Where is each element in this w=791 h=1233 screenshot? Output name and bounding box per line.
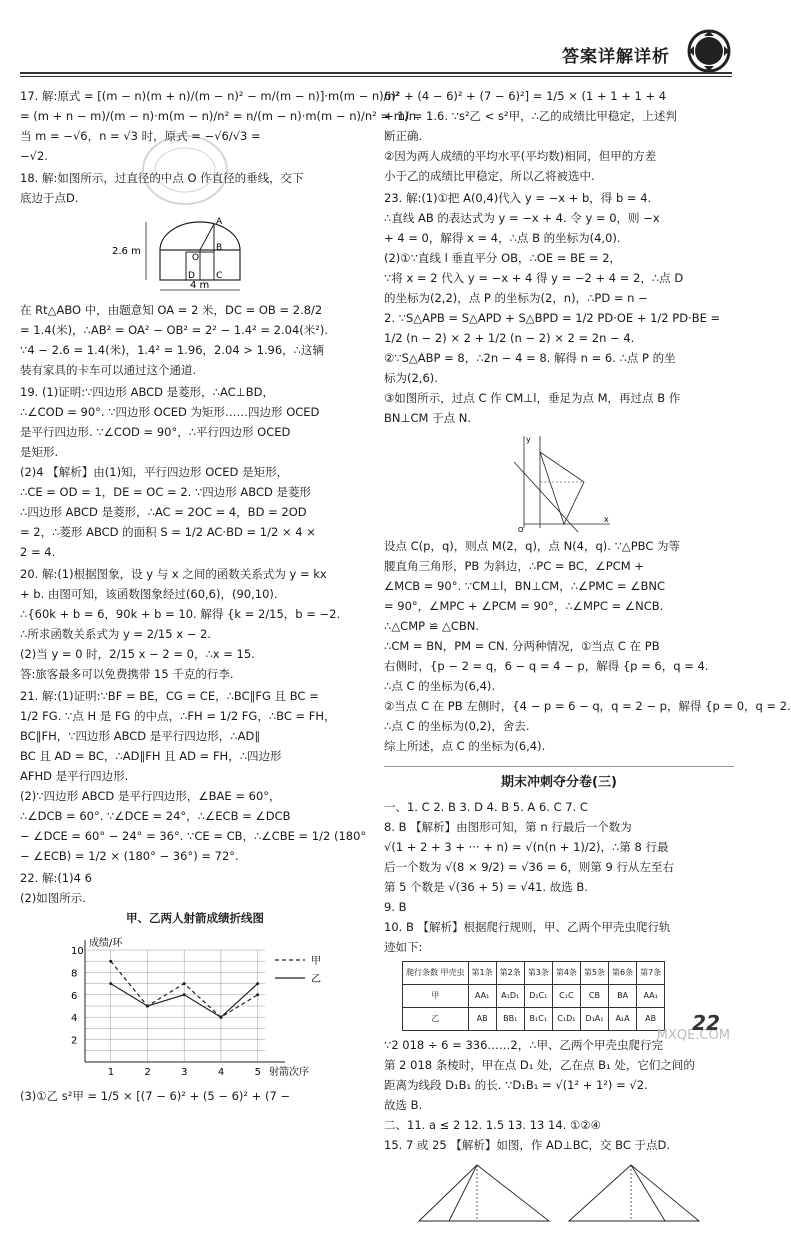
left-column — [20, 86, 420, 1108]
section-title: 期末冲刺夺分卷(三) — [384, 766, 734, 793]
svg-text:A: A — [216, 217, 223, 227]
triangles-figure — [409, 1159, 709, 1229]
y-tick-label: 4 — [71, 1013, 78, 1025]
y-tick-label: 2 — [71, 1035, 78, 1047]
coordinate-figure — [504, 432, 614, 532]
data-point — [109, 982, 112, 985]
data-point — [183, 982, 186, 985]
y-tick-label: 10 — [71, 946, 84, 957]
legend-label: 甲 — [311, 956, 321, 967]
table-row: 乙 AB BB₁ B₁C₁ C₁D₁ D₁A₁ A₁A AB — [403, 1008, 665, 1031]
svg-text:O: O — [518, 526, 524, 534]
tunnel-figure — [110, 212, 280, 296]
data-point — [256, 982, 259, 985]
problem-17: 17. 解:原式 = [(m − n)(m + n)/(m − n)² − m/(m − n)]·m(m − n)/n² = (m + n − m)/(m − n)·m(m − n)/n² = n/(m − n)·m(m − n)/n² = m/n. 当 m = −√6，n = √3 时，原式 = −√6/√3 = −√2. — [20, 89, 420, 163]
section-answers: 一、1. C 2. B 3. D 4. B 5. A 6. C 7. C 8. B 【解析】由图形可知，第 n 行最后一个数为 √(1 + 2 + 3 + ··· + n) = √(n(n + 1)/2)，∴第 8 行最 后一个数为 √(8 × 9/2) = √36 = 6，则第 9 行从左至右 第 5 个数是 √(36 + 5) = √41. 故选 B. 9. B 10. B 【解析】根据爬行规则，甲、乙两个甲壳虫爬行轨 迹如下: 爬行条数 甲壳虫 第1条 第2条 第3条 第4条 第5条 第6条 第7条 甲 AA₁ A₁D₁ D₁C₁ C₁C CB BA AA₁ 乙 AB BB₁ B₁C₁ C₁D₁ D₁A₁ A₁A AB ∵2 018 ÷ 6 = 336……2，∴甲、乙两个甲壳虫爬行完 第 2 018 条棱时，甲在点 D₁ 处，乙在点 B₁ 处，它们之间的 距离为线段 D₁B₁ 的长. ∵D₁B₁ = √(1² + 1²) = √2. 故选 B. 二、11. a ≤ 2 12. 1.5 13. 13 14. ①②④ 15. 7 或 25 【解析】如图，作 AD⊥BC，交 BC 于点D. — [384, 797, 734, 1229]
legend-label: 乙 — [311, 974, 321, 985]
problem-22: 22. 解:(1)4 6 (2)如图所示. 甲、乙两人射箭成绩折线图 2 4 6 8 10 1 2 3 4 5 成绩/环 射箭次序 甲 乙 (3)①乙 s²甲 = 1/5 × [(7 − 6)² + (5 − 6)² + (7 − — [20, 868, 370, 1106]
problem-20: 20. 解:(1)根据图象，设 y 与 x 之间的函数关系式为 y = kx + b. 由图可知，该函数图象经过(60,6)，(90,10). ∴{60k + b = 6，90k + b = 10. 解得 {k = 2/15，b = −2. ∴所求函数关系式为 y = 2/15 x − 2. (2)当 y = 0 时，2/15 x − 2 = 0，∴x = 15. 答:旅客最多可以免费携带 15 千克的行李. — [20, 567, 341, 681]
problem-22-continued: 6)² + (4 − 6)² + (7 − 6)²] = 1/5 × (1 + 1 + 1 + 4 + 1) = 1.6. ∵s²乙 < s²甲，∴乙的成绩比甲稳定，上述判 断正确. ②因为两人成绩的平均水平(平均数)相同，但甲的方差 小于乙的成绩比甲稳定，所以乙将被选中. — [384, 89, 677, 183]
chart-title: 甲、乙两人射箭成绩折线图 — [126, 911, 264, 925]
x-tick-label: 2 — [144, 1067, 151, 1078]
header-rule — [20, 72, 732, 77]
x-axis-label: 射箭次序 — [269, 1067, 309, 1078]
right-column — [384, 86, 791, 1233]
fig18-width-label: 4 m — [190, 280, 210, 291]
watermark-text: MXQE.COM — [656, 1028, 730, 1043]
x-tick-label: 3 — [181, 1067, 188, 1078]
table-row: 爬行条数 甲壳虫 第1条 第2条 第3条 第4条 第5条 第6条 第7条 — [403, 962, 665, 985]
publisher-logo-icon — [686, 28, 732, 74]
svg-text:x: x — [604, 515, 609, 524]
y-axis-label: 成绩/环 — [89, 938, 123, 949]
svg-text:O: O — [192, 253, 200, 263]
x-tick-label: 5 — [254, 1067, 262, 1078]
page-number: 22 — [692, 1011, 720, 1035]
y-tick-label: 6 — [71, 990, 78, 1002]
svg-text:B: B — [216, 243, 223, 253]
problem-21: 21. 解:(1)证明:∵BF = BE，CG = CE，∴BC∥FG 且 BC = 1/2 FG. ∵点 H 是 FG 的中点，∴FH = 1/2 FG，∴BC = FH， BC∥FH，∵四边形 ABCD 是平行四边形，∴AD∥ BC 且 AD = BC，∴AD∥FH 且 AD = FH，∴四边形 AFHD 是平行四边形. (2)∵四边形 ABCD 是平行四边形，∠BAE = 60°， ∴∠DCB = 60°. ∵∠DCE = 24°，∴∠ECB = ∠DCB − ∠DCE = 60° − 24° = 36°. ∵CE = CB，∴∠CBE = 1/2 (180° − ∠ECB) = 1/2 × (180° − 36°) = 72°. — [20, 689, 367, 863]
y-tick-label: 8 — [71, 968, 78, 980]
svg-text:C: C — [216, 271, 223, 281]
data-point — [256, 993, 259, 996]
data-point — [183, 993, 186, 996]
score-line-chart — [45, 932, 345, 1082]
x-tick-label: 1 — [107, 1067, 115, 1078]
data-point — [219, 1016, 222, 1019]
table-row: 甲 AA₁ A₁D₁ D₁C₁ C₁C CB BA AA₁ — [403, 985, 665, 1008]
problem-18: 18. 解:如图所示，过直径的中点 O 作直径的垂线，交下 底边于点D. 2.6 m 4 m A B C D O 在 Rt△ABO 中，由题意知 OA = 2 米，DC = OB = 2.8/2 = 1.4(米)，∴AB² = OA² − OB² = 2² − 1.4² = 2.04(米²). ∵4 − 2.6 = 1.4(米)，1.4² = 1.96，2.04 > 1.96，∴这辆 装有家具的卡车可以通过这个通道. — [20, 171, 329, 377]
data-point — [109, 960, 112, 963]
data-point — [146, 1005, 149, 1008]
x-tick-label: 4 — [217, 1067, 225, 1078]
problem-23: 23. 解:(1)①把 A(0,4)代入 y = −x + b，得 b = 4. ∴直线 AB 的表达式为 y = −x + 4. 令 y = 0，则 −x + 4 = 0，解得 x = 4，∴点 B 的坐标为(4,0). (2)①∵直线 l 垂直平分 OB，∴OE = BE = 2， ∵将 x = 2 代入 y = −x + 4 得 y = −2 + 4 = 2，∴点 D 的坐标为(2,2)，点 P 的坐标为(2，n)，∴PD = n − 2. ∵S△APB = S△APD + S△BPD = 1/2 PD·OE + 1/2 PD·BE = 1/2 (n − 2) × 2 + 1/2 (n − 2) × 2 = 2n − 4. ②∵S△ABP = 8，∴2n − 4 = 8. 解得 n = 6. ∴点 P 的坐 标为(2,6). ③如图所示，过点 C 作 CM⊥l，垂足为点 M，再过点 B 作 BN⊥CM 于点 N. x y O 设点 C(p，q)，则点 M(2，q)，点 N(4，q). ∵△PBC 为等 腰直角三角形，PB 为斜边，∴PC = BC，∠PCM + ∠MCB = 90°. ∵CM⊥l，BN⊥CM，∴∠PMC = ∠BNC = 90°，∠MPC + ∠PCM = 90°，∴∠MPC = ∠NCB. ∴△CMP ≌ △CBN. ∴CM = BN，PM = CN. 分两种情况，①当点 C 在 PB 右侧时，{p − 2 = q，6 − q = 4 − p，解得 {p = 6，q = 4. ∴点 C 的坐标为(6,4). ②当点 C 在 PB 左侧时，{4 − p = 6 − q，q = 2 − p，解得 {p = 0，q = 2. ∴点 C 的坐标为(0,2)，舍去. 综上所述，点 C 的坐标为(6,4). — [384, 191, 791, 753]
svg-text:y: y — [526, 435, 531, 444]
header-title: 答案详解详析 — [562, 47, 670, 67]
crawl-path-table — [402, 961, 665, 1031]
fig18-height-label: 2.6 m — [112, 246, 141, 257]
svg-text:D: D — [188, 271, 195, 281]
problem-19: 19. (1)证明:∵四边形 ABCD 是菱形，∴AC⊥BD， ∴∠COD = 90°. ∵四边形 OCED 为矩形……四边形 OCED 是平行四边形. ∵∠COD = 90°，∴平行四边形 OCED 是矩形. (2)4 【解析】由(1)知，平行四边形 OCED 是矩形， ∴CE = OD = 1，DE = OC = 2. ∵四边形 ABCD 是菱形 ∴四边形 ABCD 是菱形，∴AC = 2OC = 4，BD = 2OD = 2，∴菱形 ABCD 的面积 S = 1/2 AC·BD = 1/2 × 4 × 2 = 4. — [20, 385, 320, 559]
